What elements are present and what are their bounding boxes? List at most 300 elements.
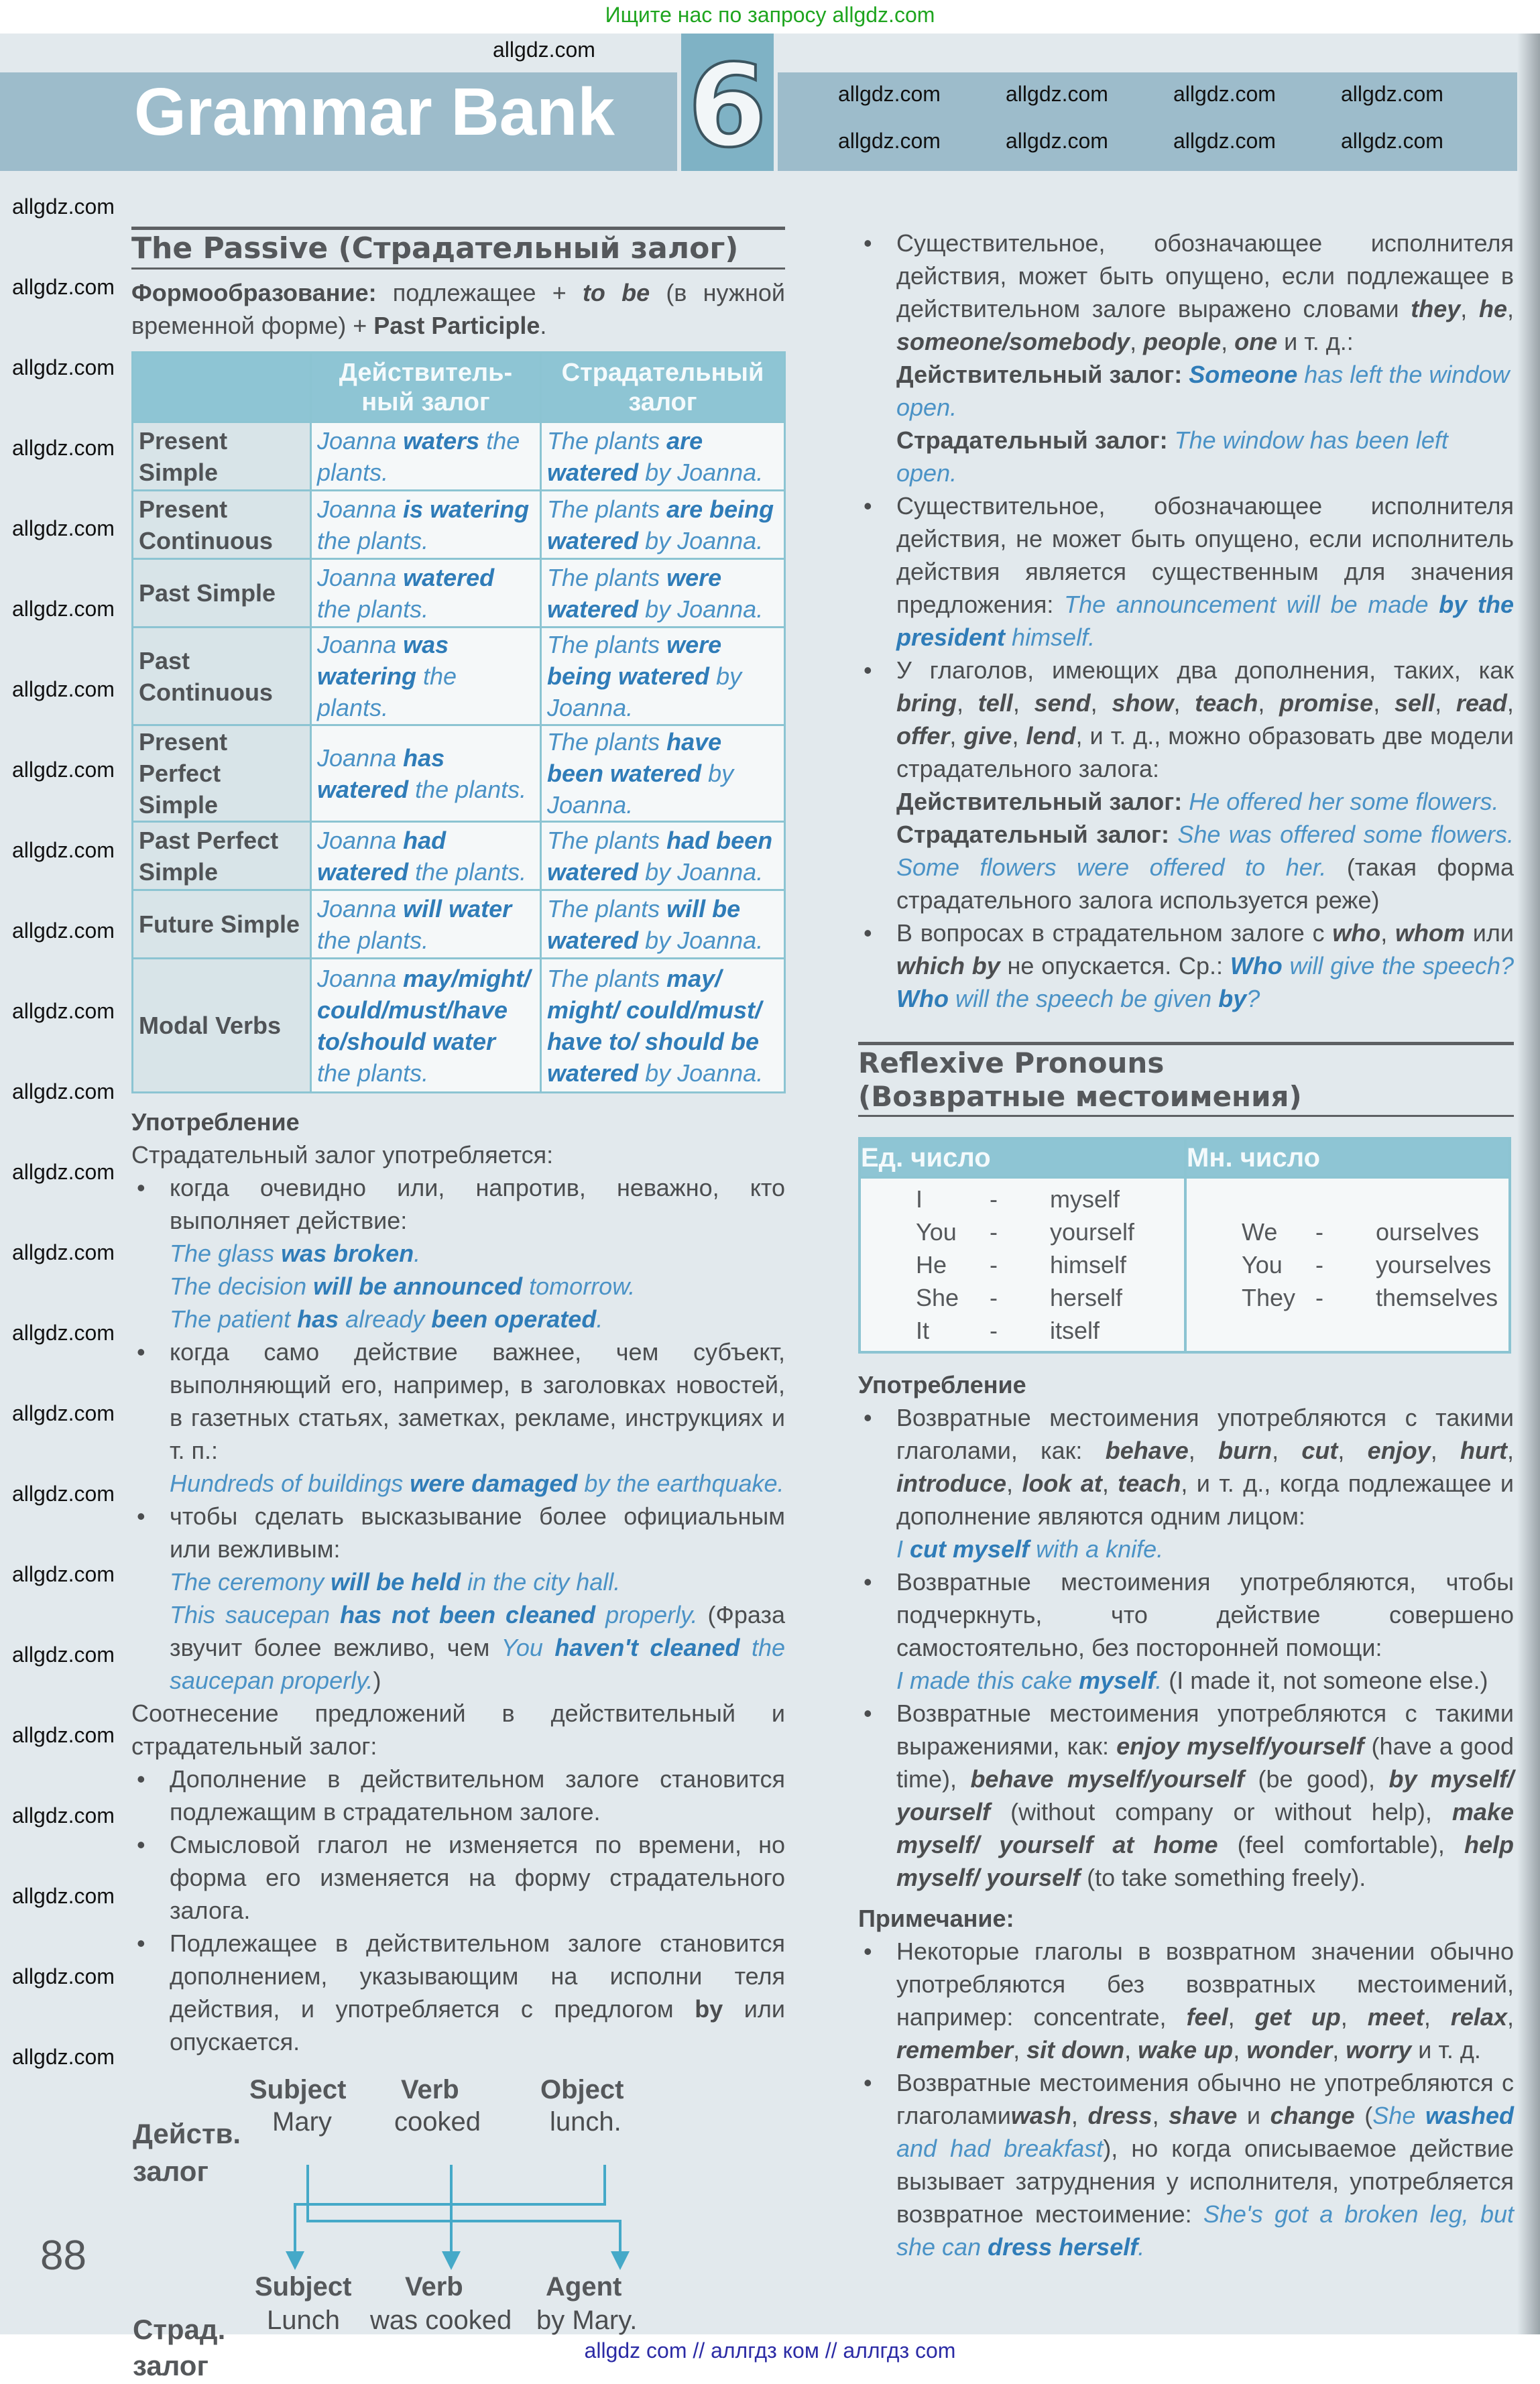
text-run: The plants bbox=[547, 563, 667, 591]
text-run: cut myself bbox=[910, 1535, 1030, 1563]
watermark: allgdz.com bbox=[12, 1643, 115, 1667]
pronoun: You bbox=[916, 1218, 957, 1246]
text-run: не опускается. Ср.: bbox=[1000, 952, 1230, 979]
text-run: Joanna bbox=[317, 826, 404, 854]
watermark: allgdz.com bbox=[12, 1079, 115, 1104]
text-run: You bbox=[501, 1634, 555, 1661]
table-row bbox=[133, 559, 785, 628]
pronoun-row bbox=[1242, 1281, 1508, 1314]
reflexive-title: Reflexive Pronouns bbox=[858, 1047, 1165, 1079]
pronoun-row bbox=[916, 1183, 1184, 1215]
text-run: The plants bbox=[547, 495, 667, 523]
text-run: The plants bbox=[547, 964, 667, 992]
bullet-item bbox=[131, 1927, 785, 2058]
pronoun-row bbox=[916, 1248, 1184, 1281]
text-run: burn bbox=[1218, 1437, 1272, 1464]
text-run: , bbox=[1332, 2036, 1346, 2064]
text-run: Существительное, обозначающее исполнителя действия, не может быть опущено, если исполнитель действия является существенным для значения предложения: bbox=[896, 492, 1514, 618]
watermark: allgdz.com bbox=[12, 1160, 115, 1184]
arrowhead-icon bbox=[442, 2251, 461, 2270]
text-run: read bbox=[1456, 689, 1507, 717]
tense-name: Present Continuous bbox=[133, 491, 311, 559]
active-example bbox=[311, 725, 541, 822]
text-run: look at bbox=[1022, 1470, 1102, 1497]
reflexive-pronoun: itself bbox=[1050, 1317, 1100, 1344]
text-run: , bbox=[1423, 2003, 1451, 2031]
watermark: allgdz.com bbox=[12, 1562, 115, 1586]
text-run: tomorrow. bbox=[522, 1272, 636, 1300]
text-run: Hundreds of buildings bbox=[170, 1470, 410, 1497]
text-run: sell bbox=[1395, 689, 1435, 717]
passive-example bbox=[541, 628, 785, 725]
text-run: , bbox=[956, 689, 978, 717]
section-title-reflexive bbox=[858, 1042, 1514, 1117]
pronoun-row bbox=[916, 1215, 1184, 1248]
text-run: watered bbox=[403, 563, 495, 591]
watermark: allgdz.com bbox=[12, 1803, 115, 1828]
diagram-label: залог bbox=[133, 2350, 209, 2381]
text-run: The plants bbox=[547, 826, 667, 854]
dash: - bbox=[1315, 1218, 1323, 1246]
text-run: и т. д. bbox=[1411, 2036, 1481, 2064]
text-run: , bbox=[1430, 1437, 1460, 1464]
text-run: washed bbox=[1425, 2102, 1514, 2129]
table-header bbox=[133, 353, 311, 422]
text-run: В вопросах в страдательном залоге с bbox=[896, 919, 1333, 947]
diagram-label: залог bbox=[133, 2155, 209, 2187]
text-run: Who bbox=[1230, 952, 1283, 979]
diagram-header: Agent bbox=[546, 2272, 622, 2302]
text-run: , и т. д., когда подлежащее и дополнение являются одним лицом: bbox=[896, 1470, 1514, 1530]
text-run: whom bbox=[1395, 919, 1466, 947]
watermark: allgdz.com bbox=[1006, 82, 1108, 106]
text-run: have been watered bbox=[547, 728, 722, 787]
text-run: make myself/ yourself at home bbox=[896, 1798, 1514, 1858]
text-run: , bbox=[1012, 722, 1026, 750]
text-run: sit down bbox=[1026, 2036, 1125, 2064]
text-run: , bbox=[1012, 689, 1034, 717]
text-run: когда очевидно или, напротив, неважно, кто выполняет действие: bbox=[170, 1174, 785, 1234]
text-run: been operated bbox=[431, 1305, 597, 1333]
arrowhead-icon bbox=[611, 2251, 630, 2270]
example bbox=[131, 1270, 785, 1303]
text-run: by Joanna. bbox=[638, 926, 764, 954]
text-run: , bbox=[1130, 328, 1144, 355]
watermark: allgdz.com bbox=[493, 38, 595, 62]
text-run: She bbox=[1372, 2102, 1425, 2129]
text-run: Joanna bbox=[317, 631, 404, 658]
diagram-arrows bbox=[0, 2069, 670, 2384]
watermark: allgdz.com bbox=[1341, 82, 1443, 106]
table-row bbox=[133, 959, 785, 1093]
text-run: the plants. bbox=[317, 662, 457, 721]
text-run: will give the speech? bbox=[1282, 952, 1514, 979]
text-run: , bbox=[1188, 1437, 1219, 1464]
watermark: allgdz.com bbox=[12, 194, 115, 219]
text-run: already bbox=[339, 1305, 432, 1333]
active-example bbox=[311, 959, 541, 1093]
text-run: dress herself bbox=[988, 2233, 1138, 2261]
text-run: teach bbox=[1195, 689, 1258, 717]
text-run: the plants. bbox=[317, 926, 429, 954]
table-header: Мн. число bbox=[1185, 1138, 1510, 1177]
table-row bbox=[133, 890, 785, 959]
reflexive-pronoun: yourselves bbox=[1376, 1251, 1492, 1278]
watermark: allgdz.com bbox=[12, 1964, 115, 1988]
text-run: Past Participle bbox=[373, 312, 540, 339]
text-run: (to take something freely). bbox=[1080, 1864, 1366, 1891]
text-run: The patient bbox=[170, 1305, 298, 1333]
text-run: , bbox=[1228, 2003, 1255, 2031]
diagram-word: cooked bbox=[394, 2107, 481, 2137]
watermark: allgdz.com bbox=[12, 1321, 115, 1345]
text-run: , bbox=[1071, 2102, 1088, 2129]
bullet-item bbox=[131, 1171, 785, 1237]
unit-badge bbox=[677, 34, 778, 171]
text-run: and had breakfast bbox=[896, 2135, 1104, 2162]
text-run: the plants. bbox=[408, 775, 527, 803]
bullet-item bbox=[131, 1500, 785, 1565]
arrowhead-icon bbox=[286, 2251, 304, 2270]
plural-list bbox=[1185, 1177, 1510, 1352]
tense-name: Modal Verbs bbox=[133, 959, 311, 1093]
text-run: Joanna bbox=[317, 495, 404, 523]
watermark: allgdz.com bbox=[1173, 82, 1276, 106]
diagram-word: Lunch bbox=[267, 2306, 340, 2335]
example bbox=[131, 1467, 785, 1500]
table-row bbox=[133, 822, 785, 890]
text-run: The announcement will be made bbox=[1064, 591, 1439, 618]
text-run: which by bbox=[896, 952, 1000, 979]
watermark: allgdz.com bbox=[12, 275, 115, 299]
text-run: (be good), bbox=[1244, 1765, 1389, 1793]
active-example bbox=[311, 422, 541, 491]
text-run: by bbox=[695, 1995, 723, 2023]
text-run: by myself/ yourself bbox=[896, 1765, 1514, 1826]
text-run: is watering bbox=[403, 495, 530, 523]
active-example bbox=[311, 559, 541, 628]
text-run: Возвратные местоимения употребляются с такими выражениями, как: bbox=[896, 1700, 1514, 1760]
text-run: he bbox=[1478, 295, 1507, 322]
text-run: Joanna bbox=[317, 964, 404, 992]
text-run: , bbox=[1258, 689, 1280, 717]
text-run: Страдательный залог: bbox=[896, 821, 1178, 848]
pronoun: I bbox=[916, 1185, 923, 1213]
table-header: Страдательный залог bbox=[541, 353, 785, 422]
example bbox=[858, 358, 1514, 424]
bullet-item bbox=[858, 654, 1514, 785]
text-run: , bbox=[1173, 689, 1195, 717]
text-run: by Joanna. bbox=[638, 458, 764, 486]
text-run: by Joanna. bbox=[638, 1059, 764, 1087]
text-run: has watered bbox=[317, 743, 445, 803]
pronoun: He bbox=[916, 1251, 947, 1278]
text-run: the plants. bbox=[317, 526, 429, 554]
text-run: in the city hall. bbox=[461, 1568, 621, 1596]
text-run: Соотнесение предложений в действительный и страдательный залог: bbox=[131, 1700, 785, 1760]
tense-name: Past Simple bbox=[133, 559, 311, 628]
text-run: will be held bbox=[331, 1568, 461, 1596]
text-run: hurt bbox=[1460, 1437, 1507, 1464]
example bbox=[858, 785, 1514, 818]
text-run: are being watered bbox=[547, 495, 774, 554]
pronoun: It bbox=[916, 1317, 930, 1344]
tense-name: Past Continuous bbox=[133, 628, 311, 725]
text-run: The plants bbox=[547, 426, 667, 455]
text-run: когда само действие важнее, чем субъект, выполняющий его, например, в заголовках новостей, в газетных статьях, заметках, рекламе, инструкциях и т. п.: bbox=[170, 1338, 785, 1464]
diagram-header: Object bbox=[540, 2075, 624, 2104]
pronoun: She bbox=[916, 1284, 959, 1311]
diagram-word: lunch. bbox=[550, 2107, 621, 2137]
text-run: , bbox=[1013, 2036, 1027, 2064]
text-run: wonder bbox=[1246, 2036, 1333, 2064]
text-run: и т. д.: bbox=[1277, 328, 1354, 355]
watermark: allgdz.com bbox=[12, 1884, 115, 1908]
text-run: , bbox=[1460, 295, 1479, 322]
text-run: (Фраза звучит более вежливо, чем bbox=[170, 1601, 785, 1661]
text-run: (I made it, not someone else.) bbox=[1162, 1667, 1488, 1694]
text-run: He offered her some flowers. bbox=[1189, 788, 1499, 815]
text-run: lend bbox=[1026, 722, 1076, 750]
text-run: by bbox=[1218, 985, 1247, 1012]
text-run: Возвратные местоимения употребляются с такими глаголами, как: bbox=[896, 1404, 1514, 1464]
reflexive-pronoun: myself bbox=[1050, 1185, 1120, 1213]
bullet-item bbox=[858, 227, 1514, 358]
site-banner: Ищите нас по запросу allgdz.com bbox=[605, 3, 935, 27]
table-row bbox=[133, 491, 785, 559]
text-run: by Joanna. bbox=[638, 595, 764, 623]
text-run: introduce bbox=[896, 1470, 1007, 1497]
text-run: , bbox=[1435, 689, 1456, 717]
text-run: I made this cake bbox=[896, 1667, 1079, 1694]
text-run: were watered bbox=[547, 563, 722, 623]
diagram-header: Verb bbox=[405, 2272, 463, 2302]
text-run: may/might/ could/must/have to/should water bbox=[317, 964, 531, 1055]
text-run: , bbox=[1124, 2036, 1138, 2064]
text-run: dress bbox=[1087, 2102, 1152, 2129]
text-run: behave myself/yourself bbox=[970, 1765, 1245, 1793]
text-run: I bbox=[896, 1535, 910, 1563]
text-run: , bbox=[1506, 295, 1514, 322]
text-run: подлежащее + bbox=[376, 279, 583, 306]
text-run: help myself/ yourself bbox=[896, 1831, 1514, 1891]
text-run: , и т. д., можно образовать две модели страдательного залога: bbox=[896, 722, 1514, 782]
text-run: meet bbox=[1367, 2003, 1424, 2031]
text-run: The glass bbox=[170, 1240, 282, 1267]
bullet-item bbox=[858, 1935, 1514, 2066]
pronoun-row bbox=[1242, 1215, 1508, 1248]
text-run: the plants. bbox=[317, 595, 429, 623]
watermark: allgdz.com bbox=[838, 82, 941, 106]
text-run: , bbox=[1506, 1437, 1514, 1464]
text-run: The plants bbox=[547, 631, 667, 658]
text-run: give bbox=[963, 722, 1012, 750]
text-run: waters bbox=[403, 426, 480, 455]
text-run: the plants. bbox=[317, 1059, 429, 1087]
text-run: had been watered bbox=[547, 826, 773, 886]
text-run: The plants bbox=[547, 728, 667, 756]
site-footer: allgdz com // аллгдз ком // аллгдз com bbox=[584, 2338, 956, 2363]
text-run: ? bbox=[1246, 985, 1260, 1012]
note-heading: Примечание: bbox=[858, 1905, 1014, 1932]
text-run: change bbox=[1270, 2102, 1355, 2129]
text-run: send bbox=[1034, 689, 1091, 717]
text-run: , bbox=[1006, 1470, 1022, 1497]
active-passive-diagram bbox=[0, 2069, 670, 2384]
dash: - bbox=[1315, 1251, 1323, 1278]
page-title: Grammar Bank bbox=[134, 74, 615, 150]
text-run: The ceremony bbox=[170, 1568, 331, 1596]
diagram-word: was cooked bbox=[370, 2306, 512, 2335]
usage-heading: Употребление bbox=[858, 1371, 1026, 1398]
text-run: Joanna bbox=[317, 743, 404, 772]
text-run: Смысловой глагол не изменяется по времени, но форма его изменяется на форму страдательного залога. bbox=[170, 1831, 785, 1924]
example bbox=[131, 1237, 785, 1270]
bullet-item bbox=[858, 916, 1514, 1015]
text-run: will water bbox=[403, 894, 512, 922]
text-run: cut bbox=[1301, 1437, 1338, 1464]
text-run: show bbox=[1112, 689, 1174, 717]
mary-to-agent-arrow bbox=[308, 2165, 620, 2257]
dash: - bbox=[990, 1317, 998, 1344]
text-run: или опускается. bbox=[170, 1995, 785, 2055]
active-example bbox=[311, 628, 541, 725]
text-run: people bbox=[1143, 328, 1222, 355]
pronoun: You bbox=[1242, 1251, 1283, 1278]
passive-table bbox=[131, 351, 786, 1093]
watermark: allgdz.com bbox=[838, 129, 941, 153]
diagram-header: Subject bbox=[249, 2075, 347, 2104]
table-row bbox=[133, 628, 785, 725]
active-example bbox=[311, 491, 541, 559]
text-run: promise bbox=[1279, 689, 1374, 717]
text-run: , bbox=[1272, 1437, 1302, 1464]
diagram-label: Действ. bbox=[133, 2118, 241, 2149]
diagram-label: Страд. bbox=[133, 2314, 226, 2345]
text-run: myself bbox=[1079, 1667, 1156, 1694]
page-number: 88 bbox=[40, 2232, 86, 2279]
watermark: allgdz.com bbox=[1006, 129, 1108, 153]
text-run: by Joanna. bbox=[638, 857, 764, 886]
watermark: allgdz.com bbox=[12, 436, 115, 460]
text-run: Подлежащее в действительном залоге становится дополнением, указывающим на исполни теля действия, и употребляется с предлогом bbox=[170, 1929, 785, 2023]
text-run: The window has been left open. bbox=[896, 426, 1448, 487]
text-run: bring bbox=[896, 689, 957, 717]
pronoun-row bbox=[916, 1281, 1184, 1314]
pronoun-row bbox=[1242, 1248, 1508, 1281]
text-run: ), но когда описываемое действие вызывает затруднения у исполнителя, употребляется возвратное местоимение: bbox=[896, 2135, 1514, 2228]
text-run: и bbox=[1237, 2102, 1270, 2129]
table-row bbox=[133, 725, 785, 822]
text-run: will be watered bbox=[547, 894, 741, 954]
reflexive-pronoun: yourself bbox=[1050, 1218, 1135, 1246]
text-run: haven't cleaned bbox=[554, 1634, 740, 1661]
reflexive-pronoun: herself bbox=[1050, 1284, 1123, 1311]
text-run: , bbox=[1506, 2003, 1514, 2031]
text-run: . bbox=[596, 1305, 603, 1333]
text-run: offer bbox=[896, 722, 950, 750]
text-run: had watered bbox=[317, 826, 447, 886]
watermark: allgdz.com bbox=[12, 2045, 115, 2069]
text-run: worry bbox=[1346, 2036, 1412, 2064]
text-run: were being watered bbox=[547, 631, 722, 690]
bullet-item bbox=[131, 1335, 785, 1467]
example bbox=[858, 1664, 1514, 1697]
text-run: , bbox=[1380, 919, 1396, 947]
text-run: was broken bbox=[281, 1240, 414, 1267]
text-run: enjoy bbox=[1367, 1437, 1431, 1464]
text-run: У глаголов, имеющих два дополнения, таких, как bbox=[896, 656, 1514, 684]
passive-example bbox=[541, 559, 785, 628]
passive-example bbox=[541, 422, 785, 491]
bullet-item bbox=[858, 2066, 1514, 2263]
text-run: Формообразование: bbox=[131, 279, 377, 306]
dash: - bbox=[1315, 1284, 1323, 1311]
text-run: will the speech be given bbox=[948, 985, 1219, 1012]
bullet-item bbox=[131, 1828, 785, 1927]
text-run: wash bbox=[1010, 2102, 1071, 2129]
text-run: ) bbox=[373, 1667, 381, 1694]
reflexive-pronoun: themselves bbox=[1376, 1284, 1498, 1311]
text-run: has not been cleaned bbox=[340, 1601, 596, 1628]
text-run: the plants. bbox=[408, 857, 527, 886]
dash: - bbox=[990, 1251, 998, 1278]
text-run: , bbox=[1102, 1470, 1118, 1497]
text-run: . bbox=[540, 312, 547, 339]
text-run: (have a good time), bbox=[896, 1732, 1515, 1793]
watermark: allgdz.com bbox=[12, 918, 115, 943]
text-run: She was offered some flowers. Some flowers were offered to her. bbox=[896, 821, 1514, 881]
tense-name: Present Simple bbox=[133, 422, 311, 491]
text-run: Joanna bbox=[317, 563, 404, 591]
text-run: Некоторые глаголы в возвратном значении обычно употребляются без возвратных местоимений, например: concentrate, bbox=[896, 1938, 1514, 2031]
text-run: , bbox=[1340, 2003, 1368, 2031]
watermark: allgdz.com bbox=[12, 597, 115, 621]
text-run: enjoy myself/yourself bbox=[1116, 1732, 1364, 1760]
text-run: himself. bbox=[1005, 623, 1095, 651]
text-run: Страдательный залог: bbox=[896, 426, 1175, 454]
text-run: , bbox=[1221, 328, 1235, 355]
tense-name: Present Perfect Simple bbox=[133, 725, 311, 822]
watermark: allgdz.com bbox=[12, 355, 115, 379]
text-run: will be announced bbox=[313, 1272, 523, 1300]
example bbox=[131, 1598, 785, 1697]
bullet-item bbox=[858, 1697, 1514, 1894]
text-run: (такая форма страдательного залога используется реже) bbox=[896, 853, 1514, 914]
formation-text bbox=[131, 276, 785, 342]
relation-text bbox=[131, 1697, 785, 1763]
text-run: teach bbox=[1118, 1470, 1181, 1497]
reflexive-pronoun: himself bbox=[1050, 1251, 1127, 1278]
text-run: ( bbox=[1354, 2102, 1373, 2129]
text-run: , bbox=[1338, 1437, 1368, 1464]
text-run: Страдательный залог употребляется: bbox=[131, 1141, 554, 1169]
reflexive-table bbox=[858, 1137, 1511, 1354]
text-run: get up bbox=[1254, 2003, 1341, 2031]
text-run: , bbox=[949, 722, 964, 750]
example bbox=[131, 1303, 785, 1335]
bullet-item bbox=[858, 1401, 1514, 1533]
passive-example bbox=[541, 822, 785, 890]
watermark: allgdz.com bbox=[12, 1240, 115, 1264]
text-run: by Joanna. bbox=[638, 526, 764, 554]
text-run: by Joanna. bbox=[547, 760, 734, 819]
tense-name: Past Perfect Simple bbox=[133, 822, 311, 890]
text-run: properly. bbox=[595, 1601, 698, 1628]
text-run: to be bbox=[582, 279, 650, 306]
pronoun: They bbox=[1242, 1284, 1296, 1311]
pronoun-row bbox=[916, 1314, 1184, 1347]
